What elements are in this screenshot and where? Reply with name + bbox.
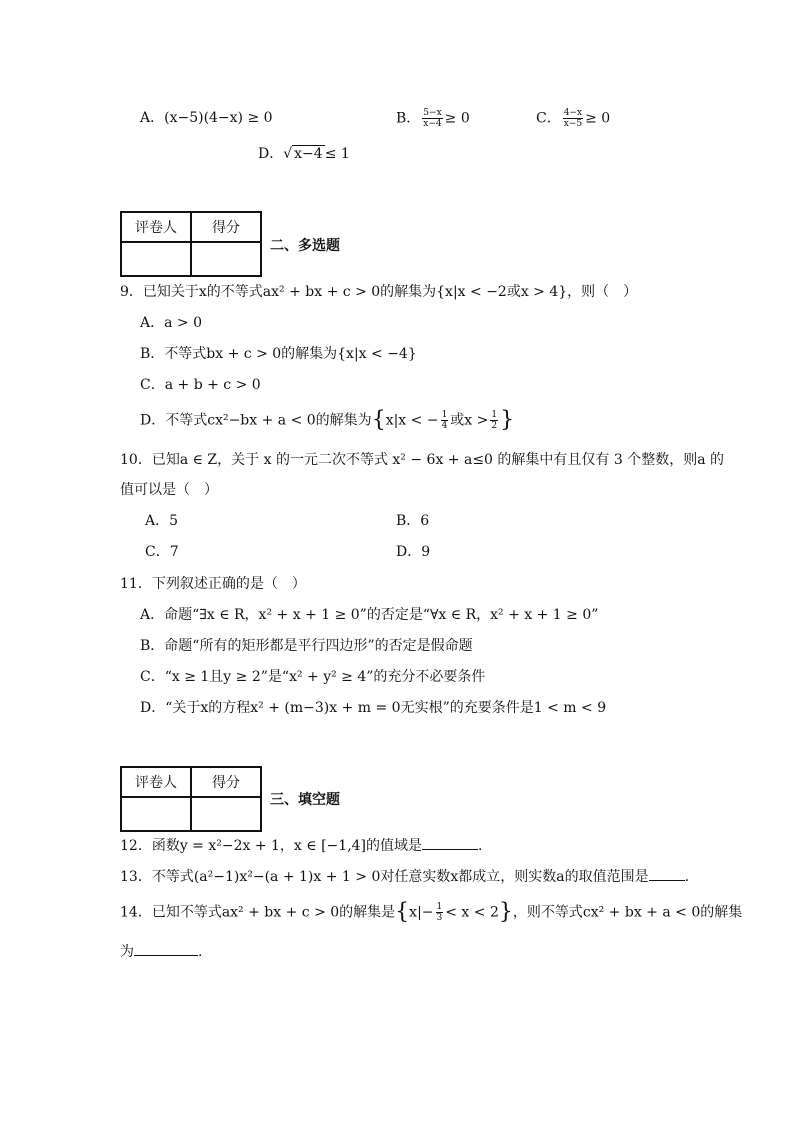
q11-option-b: B．命题“所有的矩形都是平行四边形”的否定是假命题 xyxy=(140,638,473,654)
q13-stem: 13．不等式(a²−1)x²−(a + 1)x + 1 > 0对任意实数x都成立，则实数a的取值范围是 xyxy=(120,869,649,885)
q8-option-d-label: D． xyxy=(258,146,284,162)
score-table-fill xyxy=(120,766,262,832)
q11-option-d: D．“关于x的方程x² + (m−3)x + m = 0无实根”的充要条件是1 < m < 9 xyxy=(140,700,607,716)
left-brace: { xyxy=(371,407,386,433)
q8-d-radicand: x−4 xyxy=(294,146,323,162)
q9-d-frac2-num: 1 xyxy=(491,410,498,420)
q11-option-a: A．命题“∃x ∈ R，x² + x + 1 ≥ 0”的否定是“∀x ∈ R，x² + x + 1 ≥ 0” xyxy=(140,607,599,623)
q9-option-a: A．a > 0 xyxy=(140,315,202,331)
q10-stem-line1: 10．已知a ∈ Z，关于 x 的一元二次不等式 x² − 6x + a≤0 的解集中有且仅有 3 个整数，则a 的 xyxy=(120,452,725,468)
q14-line2 xyxy=(120,942,202,962)
q9-d-frac1-num: 1 xyxy=(441,410,448,420)
q8-option-a: A．(x−5)(4−x) ≥ 0 xyxy=(140,110,273,126)
q8-option-c-label: C． xyxy=(536,110,561,127)
q8-c-denominator: x−5 xyxy=(563,119,583,129)
score-cell xyxy=(191,797,261,831)
q9-option-b: B．不等式bx + c > 0的解集为{x|x < −4} xyxy=(140,346,417,362)
score-header: 得分 xyxy=(191,767,261,797)
score-cell xyxy=(191,242,261,276)
grader-cell xyxy=(121,242,191,276)
q14-line1 xyxy=(120,899,743,925)
q9-d-fraction-1 xyxy=(441,410,449,431)
q14-line2-text: 为 xyxy=(120,944,134,960)
q12-line xyxy=(120,836,482,856)
q13-end: . xyxy=(684,869,690,885)
q14-fraction xyxy=(436,902,444,923)
q10-option-c: C．7 xyxy=(145,544,179,560)
q12-end: . xyxy=(478,838,483,854)
q14-set-b: < x < 2 xyxy=(445,904,499,921)
q9-option-d xyxy=(140,407,515,433)
section-title-fill: 三、填空题 xyxy=(270,792,340,808)
q8-option-b xyxy=(396,108,470,129)
score-header: 得分 xyxy=(191,212,261,242)
q9-option-c: C．a + b + c > 0 xyxy=(140,377,261,393)
q8-option-c xyxy=(536,108,610,129)
q14-end: . xyxy=(198,944,203,960)
q9-d-set-a: x|x < − xyxy=(385,412,439,429)
q10-option-b: B．6 xyxy=(396,513,430,529)
q8-option-b-suffix: ≥ 0 xyxy=(444,110,470,127)
q8-b-numerator: 5−x xyxy=(423,108,442,118)
q14-answer-blank[interactable] xyxy=(134,955,198,956)
q8-c-numerator: 4−x xyxy=(563,108,583,118)
q10-stem-line2: 值可以是（ ） xyxy=(120,482,218,498)
q9-d-fraction-2 xyxy=(490,410,498,431)
q11-stem: 11．下列叙述正确的是（ ） xyxy=(120,576,306,592)
left-brace: { xyxy=(395,899,410,925)
q14-set-a: x|− xyxy=(409,904,434,921)
q14-frac-num: 1 xyxy=(436,902,443,912)
q8-b-denominator: x−4 xyxy=(423,119,442,129)
q9-d-frac1-den: 4 xyxy=(441,421,448,431)
q8-option-b-label: B． xyxy=(396,110,421,127)
right-brace: } xyxy=(500,407,515,433)
grader-cell xyxy=(121,797,191,831)
q11-option-c: C．“x ≥ 1且y ≥ 2”是“x² + y² ≥ 4”的充分不必要条件 xyxy=(140,669,486,685)
q8-option-c-suffix: ≥ 0 xyxy=(585,110,611,127)
q13-answer-blank[interactable] xyxy=(649,880,685,881)
q13-line xyxy=(120,867,689,887)
sqrt-sign: √ xyxy=(283,146,293,162)
q10-option-a: A．5 xyxy=(145,513,179,529)
q10-option-d: D．9 xyxy=(396,544,431,560)
grader-header: 评卷人 xyxy=(121,212,191,242)
section-title-multi: 二、多选题 xyxy=(270,238,340,254)
q8-option-c-fraction xyxy=(563,108,583,129)
score-table-multi xyxy=(120,211,262,277)
q12-answer-blank[interactable] xyxy=(422,849,478,850)
q9-d-set-b: 或x > xyxy=(450,412,489,429)
q8-option-b-fraction xyxy=(422,108,442,129)
q14-stem-a: 14．已知不等式ax² + bx + c > 0的解集是 xyxy=(120,904,396,921)
q8-option-d-suffix: ≤ 1 xyxy=(324,146,350,162)
q14-frac-den: 3 xyxy=(436,913,443,923)
q8-option-d xyxy=(258,144,350,164)
q9-d-frac2-den: 2 xyxy=(491,421,498,431)
q9-stem: 9．已知关于x的不等式ax² + bx + c > 0的解集为{x|x < −2或x > 4}，则（ ） xyxy=(120,284,638,300)
q14-stem-b: ，则不等式cx² + bx + a < 0的解集 xyxy=(512,904,743,921)
right-brace: } xyxy=(498,899,513,925)
grader-header: 评卷人 xyxy=(121,767,191,797)
q12-stem: 12．函数y = x²−2x + 1，x ∈ [−1,4]的值域是 xyxy=(120,838,423,854)
q9-d-text: D．不等式cx²−bx + a < 0的解集为 xyxy=(140,412,372,429)
